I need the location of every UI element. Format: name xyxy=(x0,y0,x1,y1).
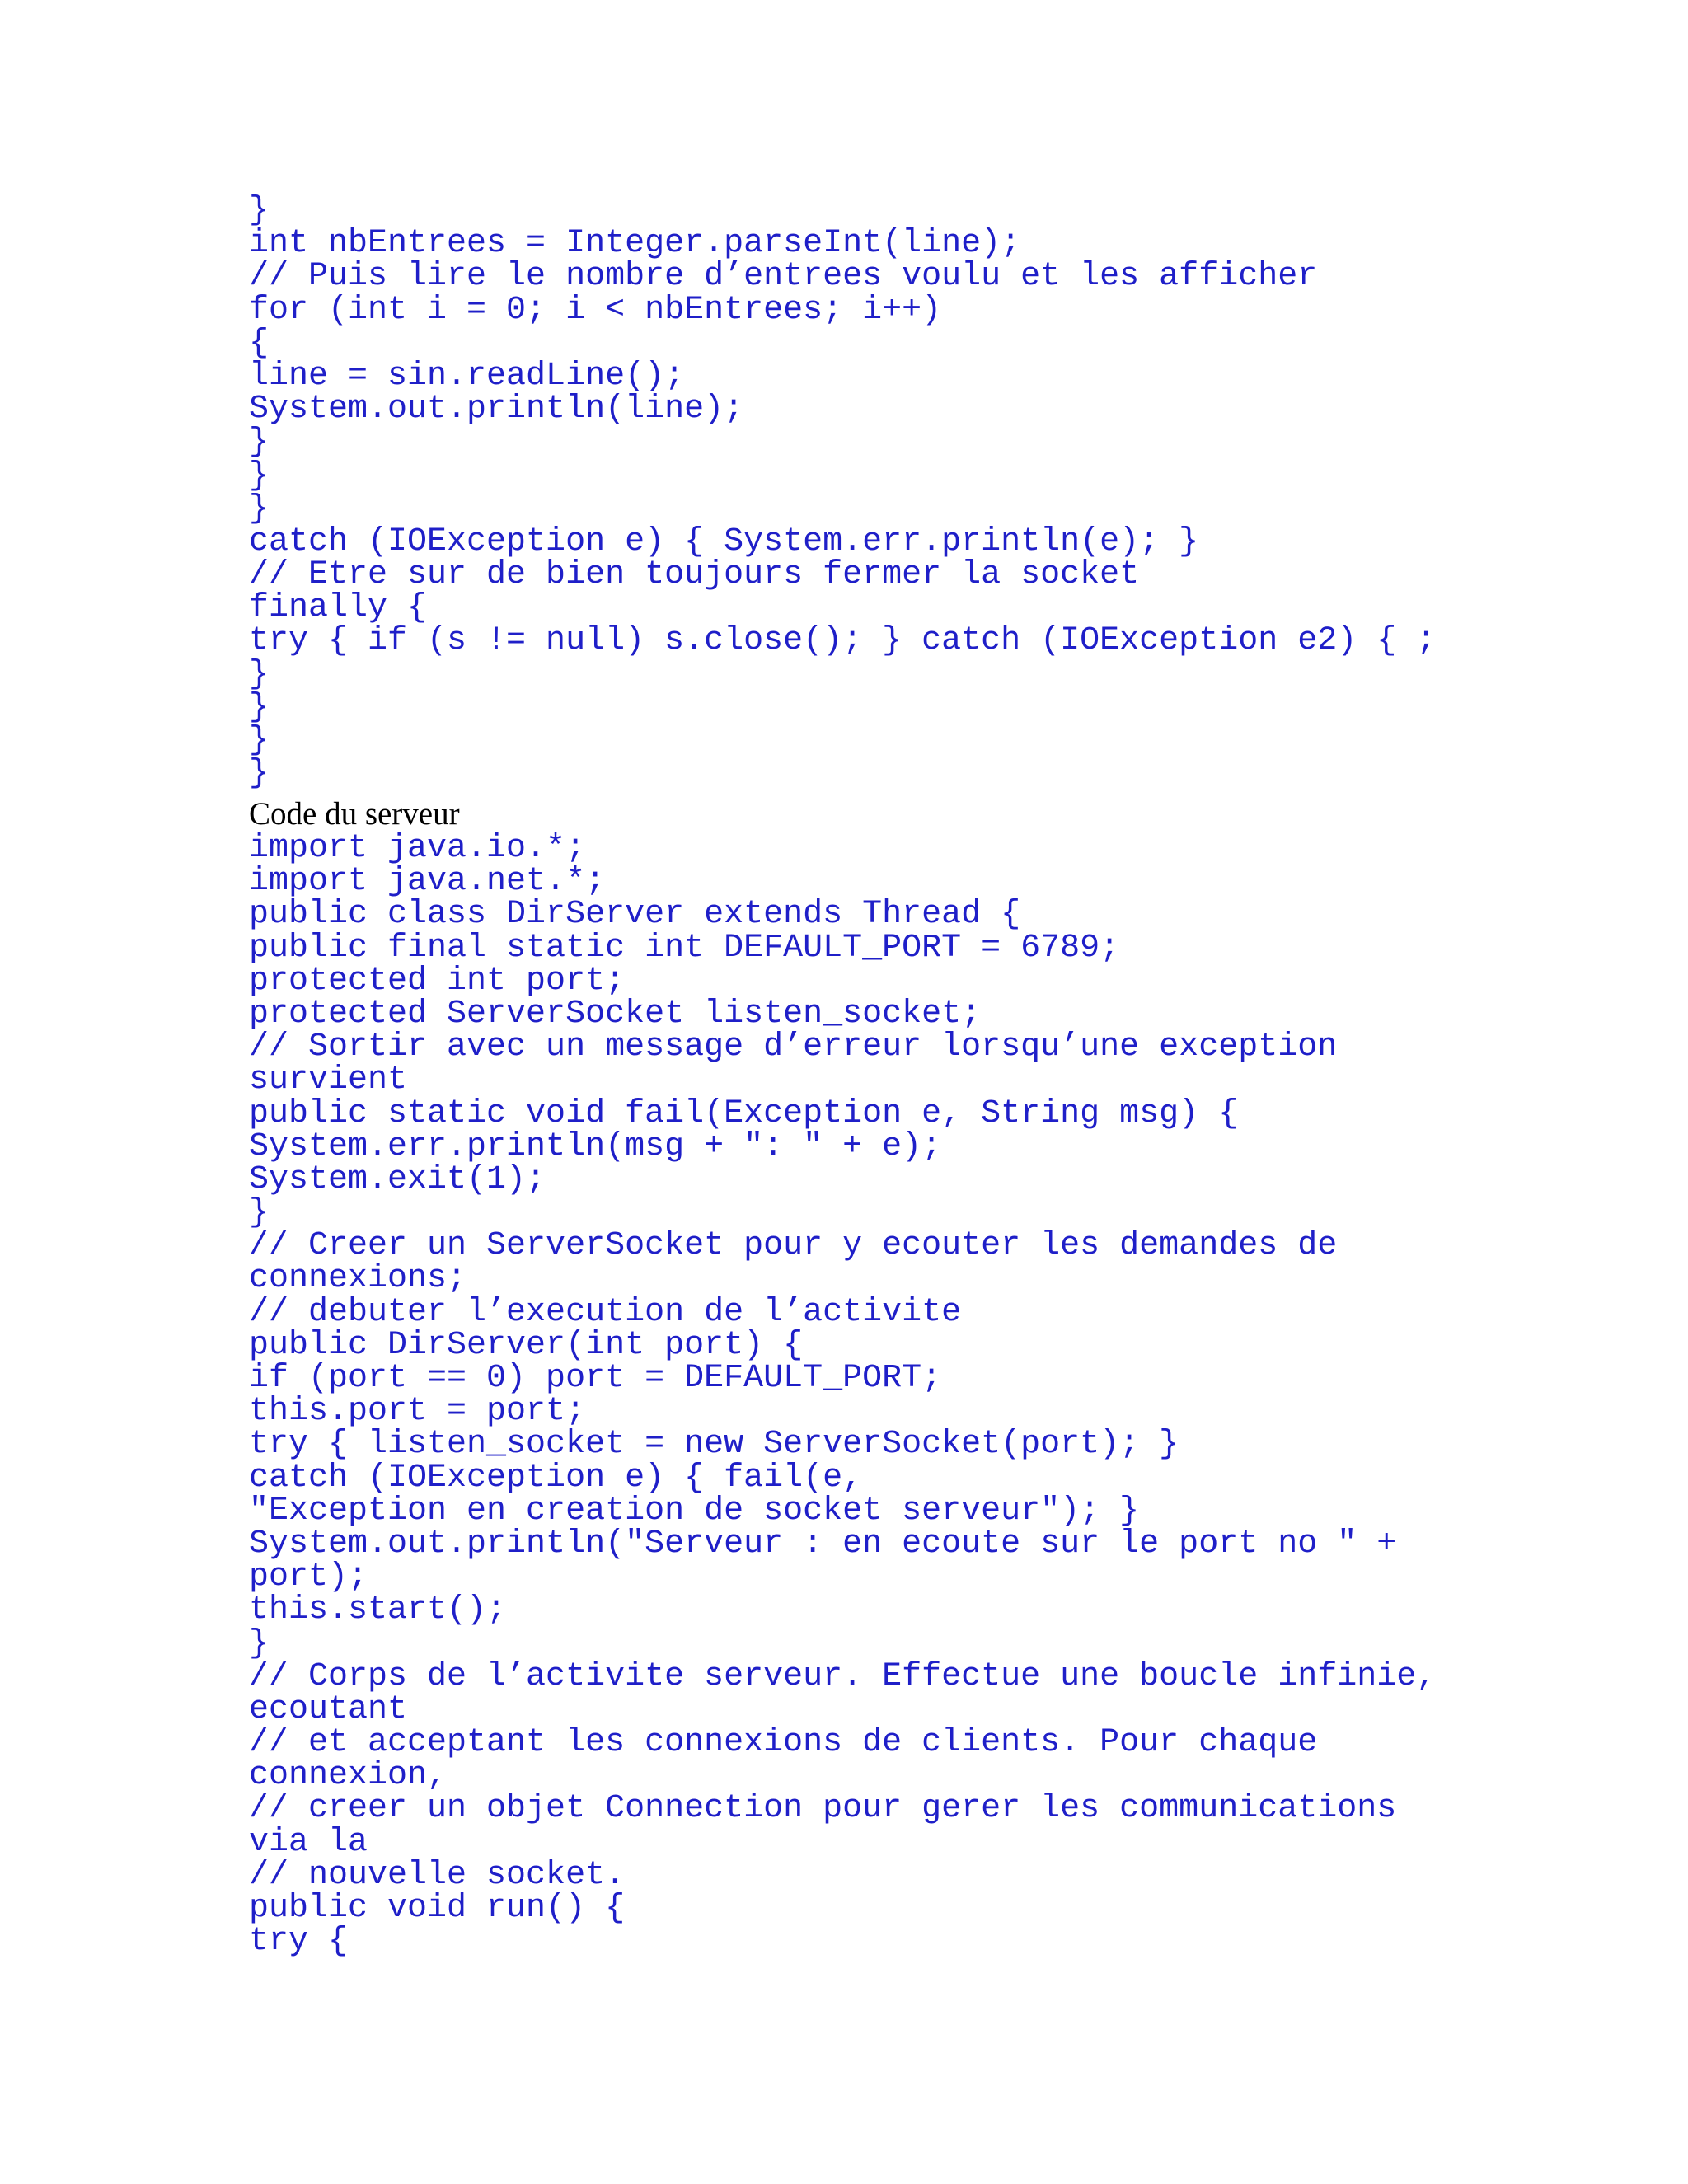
code-line: catch (IOException e) { fail(e, xyxy=(249,1459,863,1497)
code-line: } xyxy=(249,722,270,759)
code-line: public final static int DEFAULT_PORT = 6789; xyxy=(249,929,1120,967)
code-block-server xyxy=(249,830,1437,1961)
code-line: try { xyxy=(249,1923,349,1961)
code-line: try { if (s != null) s.close(); } catch (IOException e2) { ; xyxy=(249,622,1437,660)
code-line: { xyxy=(249,324,270,362)
code-line: connexion, xyxy=(249,1757,448,1795)
code-line: public DirServer(int port) { xyxy=(249,1326,804,1364)
code-line: finally { xyxy=(249,589,428,627)
code-line: System.out.println(line); xyxy=(249,391,744,429)
code-line: public void run() { xyxy=(249,1890,626,1927)
code-line: import java.io.*; xyxy=(249,830,586,867)
code-line: System.out.println("Serveur : en ecoute sur le port no " + xyxy=(249,1525,1397,1563)
code-line: for (int i = 0; i < nbEntrees; i++) xyxy=(249,291,942,329)
code-line: // et acceptant les connexions de clients. Pour chaque xyxy=(249,1724,1318,1762)
code-line: int nbEntrees = Integer.parseInt(line); xyxy=(249,225,1021,263)
code-line: // creer un objet Connection pour gerer les communications xyxy=(249,1790,1397,1828)
code-line: "Exception en creation de socket serveur"); } xyxy=(249,1492,1140,1530)
code-line: protected int port; xyxy=(249,962,626,1000)
code-line: } xyxy=(249,457,270,494)
code-line: this.port = port; xyxy=(249,1393,586,1431)
code-line: this.start(); xyxy=(249,1591,507,1629)
code-line: import java.net.*; xyxy=(249,863,606,901)
code-line: System.exit(1); xyxy=(249,1160,546,1198)
code-block-client-end xyxy=(249,192,1437,793)
code-line: catch (IOException e) { System.err.println(e); } xyxy=(249,523,1199,560)
code-line: System.err.println(msg + ": " + e); xyxy=(249,1127,942,1165)
code-line: public class DirServer extends Thread { xyxy=(249,896,1021,934)
code-line: // Sortir avec un message d’erreur lorsqu’une exception xyxy=(249,1029,1338,1066)
code-line: connexions; xyxy=(249,1260,467,1298)
code-line: try { listen_socket = new ServerSocket(port); } xyxy=(249,1426,1179,1464)
code-line: } xyxy=(249,424,270,462)
code-line: // debuter l’execution de l’activite xyxy=(249,1293,962,1331)
code-line: line = sin.readLine(); xyxy=(249,357,685,395)
code-line: } xyxy=(249,755,270,793)
code-line: } xyxy=(249,490,270,527)
code-line: if (port == 0) port = DEFAULT_PORT; xyxy=(249,1360,942,1397)
code-line: // Corps de l’activite serveur. Effectue une boucle infinie, xyxy=(249,1657,1437,1695)
code-line: } xyxy=(249,192,270,229)
code-line: // nouvelle socket. xyxy=(249,1856,626,1894)
code-line: // Creer un ServerSocket pour y ecouter les demandes de xyxy=(249,1227,1338,1265)
code-line: protected ServerSocket listen_socket; xyxy=(249,995,982,1033)
code-line: survient xyxy=(249,1062,408,1099)
code-line: } xyxy=(249,655,270,693)
code-line: ecoutant xyxy=(249,1690,408,1728)
code-line: public static void fail(Exception e, String msg) { xyxy=(249,1094,1239,1132)
code-line: } xyxy=(249,1624,270,1662)
code-line: } xyxy=(249,688,270,726)
section-heading: Code du serveur xyxy=(249,796,460,832)
code-line: } xyxy=(249,1194,270,1232)
code-line: // Puis lire le nombre d’entrees voulu et les afficher xyxy=(249,258,1318,296)
code-line: // Etre sur de bien toujours fermer la socket xyxy=(249,556,1140,594)
code-line: port); xyxy=(249,1558,368,1596)
code-line: via la xyxy=(249,1823,368,1861)
